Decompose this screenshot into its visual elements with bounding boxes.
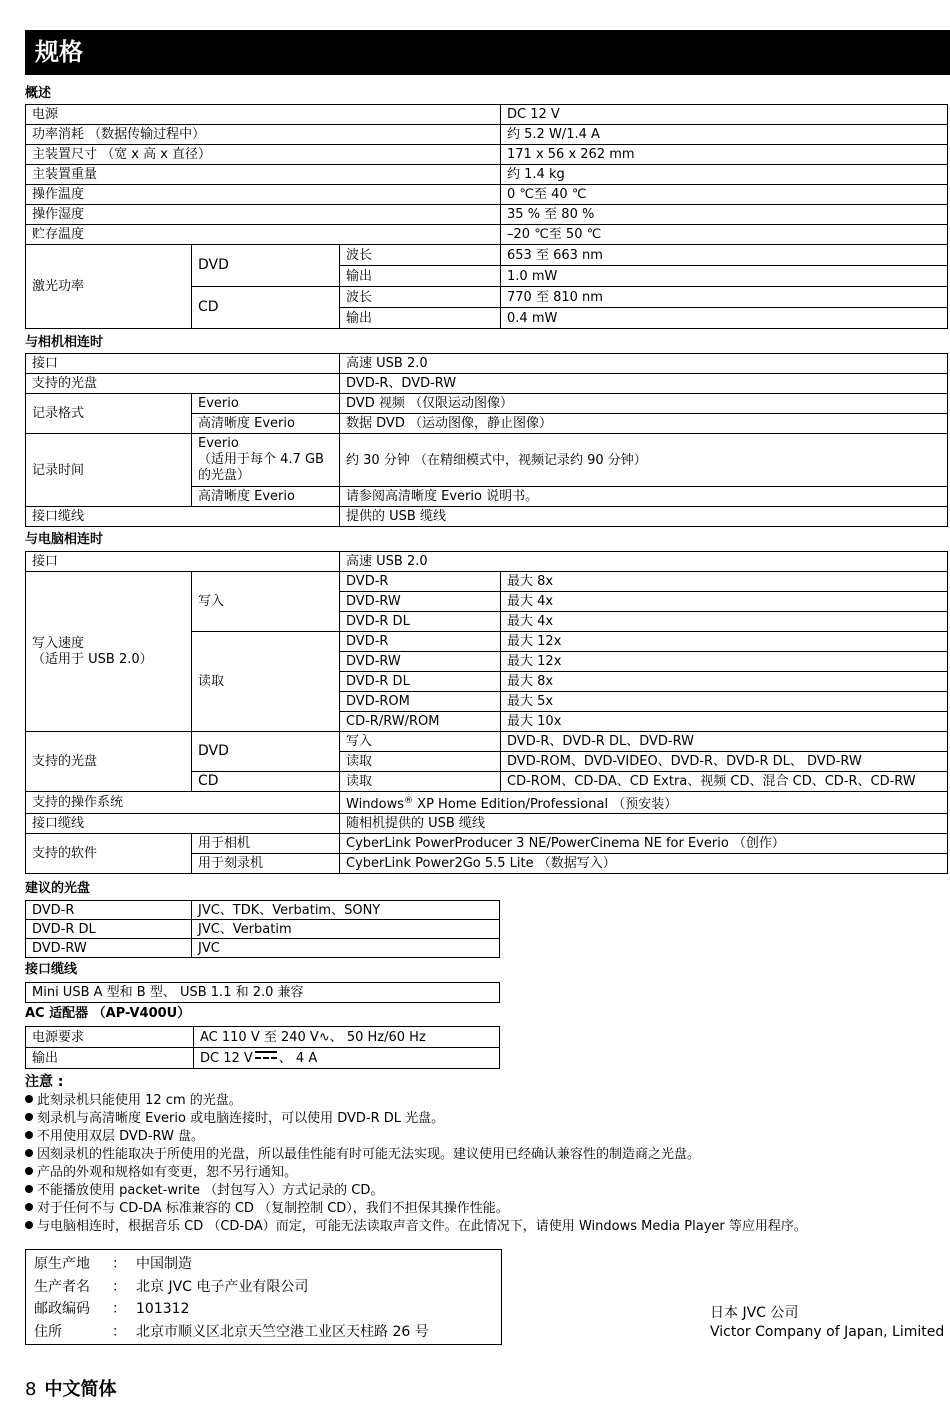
recommended-brands: JVC、Verbatim <box>192 920 500 939</box>
write-media: DVD-RW <box>340 592 501 612</box>
table-row <box>26 185 948 205</box>
cd-wavelength-label: 波长 <box>340 287 501 308</box>
postcode-label: 邮政编码 <box>34 1301 90 1317</box>
table-row <box>26 983 500 1003</box>
bullet-icon <box>25 1113 33 1121</box>
list-item <box>25 1164 945 1182</box>
table-row <box>26 507 948 527</box>
pc-dvd-label: DVD <box>192 732 340 772</box>
laser-dvd-label: DVD <box>192 245 340 287</box>
recommended-discs-table <box>25 900 500 958</box>
list-item <box>25 1200 945 1218</box>
os-value <box>340 792 948 814</box>
dvd-wavelength-value: 653 至 663 nm <box>501 245 948 266</box>
dvd-write-value: DVD-R、DVD-R DL、DVD-RW <box>501 732 948 752</box>
dvd-read-label: 读取 <box>340 752 501 772</box>
table-row <box>26 834 948 854</box>
table-row <box>26 165 948 185</box>
read-media: DVD-RW <box>340 652 501 672</box>
for-burner-value: CyberLink Power2Go 5.5 Lite （数据写入） <box>340 854 948 874</box>
note-text: 不能播放使用 packet-write （封包写入）方式记录的 CD。 <box>37 1183 384 1198</box>
section-heading-camera: 与相机相连时 <box>25 335 104 350</box>
storage-temperature-label: 贮存温度 <box>26 225 501 245</box>
read-media: DVD-R <box>340 632 501 652</box>
pc-interface-label: 接口 <box>26 552 340 572</box>
recommended-brands: JVC <box>192 939 500 958</box>
table-row <box>26 434 948 487</box>
consumption-value: 约 5.2 W/1.4 A <box>501 125 948 145</box>
note-text: 不用使用双层 DVD-RW 盘。 <box>37 1129 205 1144</box>
everio-time-value: 约 30 分钟 （在精细模式中，视频记录约 90 分钟） <box>340 434 948 487</box>
write-media: DVD-R DL <box>340 612 501 632</box>
pc-cd-label: CD <box>192 772 340 792</box>
table-row <box>26 145 948 165</box>
read-speed: 最大 10x <box>501 712 948 732</box>
write-speed: 最大 8x <box>501 572 948 592</box>
everio-format-value: DVD 视频 （仅限运动图像） <box>340 394 948 414</box>
recording-time-label: 记录时间 <box>26 434 192 507</box>
adapter-output-voltage: DC 12 V <box>200 1050 253 1066</box>
camera-table <box>25 353 948 527</box>
camera-interface-value: 高速 USB 2.0 <box>340 354 948 374</box>
for-burner-label: 用于刻录机 <box>192 854 340 874</box>
speed-label: 写入速度 （适用于 USB 2.0） <box>26 572 192 732</box>
notes <box>25 1072 945 1236</box>
table-row <box>26 920 500 939</box>
origin-value: 中国制造 <box>136 1256 192 1272</box>
pc-interface-value: 高速 USB 2.0 <box>340 552 948 572</box>
recommended-disc: DVD-RW <box>26 939 192 958</box>
read-media: DVD-R DL <box>340 672 501 692</box>
table-row <box>26 354 948 374</box>
dimensions-value: 171 x 56 x 262 mm <box>501 145 948 165</box>
dvd-read-value: DVD-ROM、DVD-VIDEO、DVD-R、DVD-R DL、 DVD-RW <box>501 752 948 772</box>
table-row <box>26 1048 500 1069</box>
list-item <box>25 1218 945 1236</box>
section-heading-adapter: AC 适配器 （AP-V400U） <box>25 1006 191 1021</box>
consumption-label: 功率消耗 （数据传输过程中） <box>26 125 501 145</box>
dvd-output-label: 输出 <box>340 266 501 287</box>
section-heading-recommended: 建议的光盘 <box>25 881 91 896</box>
origin-info-box <box>25 1249 502 1345</box>
company-name-chinese: 日本 JVC 公司 <box>710 1305 799 1321</box>
cd-output-label: 输出 <box>340 308 501 329</box>
list-item <box>25 1182 945 1200</box>
laser-cd-label: CD <box>192 287 340 329</box>
manufacturer-label: 生产者名 <box>34 1279 90 1295</box>
note-text: 对于任何不与 CD-DA 标准兼容的 CD （复制控制 CD），我们不担保其操作性能。 <box>37 1201 509 1216</box>
recommended-disc: DVD-R <box>26 901 192 920</box>
os-label: 支持的操作系统 <box>26 792 340 814</box>
table-row <box>26 1027 500 1048</box>
page-number: 8 <box>25 1379 37 1400</box>
notes-title: 注意 : <box>25 1074 64 1090</box>
cable-table <box>25 982 500 1003</box>
address-colon: ： <box>112 1324 126 1340</box>
manufacturer-value: 北京 JVC 电子产业有限公司 <box>136 1279 309 1295</box>
cable-value: Mini USB A 型和 B 型、 USB 1.1 和 2.0 兼容 <box>26 983 500 1003</box>
bullet-icon <box>25 1149 33 1157</box>
camera-discs-value: DVD-R、DVD-RW <box>340 374 948 394</box>
company-name-english: Victor Company of Japan, Limited <box>710 1324 945 1340</box>
dimensions-label: 主装置尺寸 （宽 x 高 x 直径） <box>26 145 501 165</box>
read-speed: 最大 5x <box>501 692 948 712</box>
dvd-write-label: 写入 <box>340 732 501 752</box>
operating-humidity-label: 操作湿度 <box>26 205 501 225</box>
section-heading-overview: 概述 <box>25 86 52 101</box>
list-item <box>25 1092 945 1110</box>
note-text: 因刻录机的性能取决于所使用的光盘，所以最佳性能有时可能无法实现。建议使用已经确认兼容性的制造商之光盘。 <box>37 1147 701 1162</box>
cd-read-label: 读取 <box>340 772 501 792</box>
table-row <box>26 552 948 572</box>
overview-table <box>25 104 948 329</box>
address-value: 北京市顺义区北京天竺空港工业区天柱路 26 号 <box>136 1324 429 1340</box>
everio-disc-label: Everio （适用于每个 4.7 GB 的光盘） <box>192 434 340 487</box>
read-speed: 最大 8x <box>501 672 948 692</box>
camera-interface-label: 接口 <box>26 354 340 374</box>
operating-temperature-label: 操作温度 <box>26 185 501 205</box>
table-row <box>26 814 948 834</box>
read-speed: 最大 12x <box>501 652 948 672</box>
software-label: 支持的软件 <box>26 834 192 874</box>
postcode-value: 101312 <box>136 1301 190 1317</box>
cd-wavelength-value: 770 至 810 nm <box>501 287 948 308</box>
write-speed-label: 写入 <box>192 572 340 632</box>
write-speed: 最大 4x <box>501 592 948 612</box>
note-text: 与电脑相连时，根据音乐 CD （CD-DA）而定，可能无法读取声音文件。在此情况下，请使用 Windows Media Player 等应用程序。 <box>37 1219 807 1234</box>
pc-discs-label: 支持的光盘 <box>26 732 192 792</box>
origin-label: 原生产地 <box>34 1256 90 1272</box>
recording-format-label: 记录格式 <box>26 394 192 434</box>
operating-humidity-value: 35 % 至 80 % <box>501 205 948 225</box>
write-media: DVD-R <box>340 572 501 592</box>
page-footer <box>25 1375 116 1401</box>
postcode-colon: ： <box>112 1301 126 1317</box>
read-media: CD-R/RW/ROM <box>340 712 501 732</box>
table-row <box>26 374 948 394</box>
read-speed: 最大 12x <box>501 632 948 652</box>
section-heading-pc: 与电脑相连时 <box>25 532 104 547</box>
address-label: 住所 <box>34 1324 62 1340</box>
hd-everio-time-label: 高清晰度 Everio <box>192 487 340 507</box>
recommended-disc: DVD-R DL <box>26 920 192 939</box>
table-row <box>26 205 948 225</box>
cd-output-value: 0.4 mW <box>501 308 948 329</box>
bullet-icon <box>25 1221 33 1229</box>
section-heading-cable: 接口缆线 <box>25 962 78 977</box>
list-item <box>25 1128 945 1146</box>
power-label: 电源 <box>26 105 501 125</box>
dvd-wavelength-label: 波长 <box>340 245 501 266</box>
note-text: 刻录机与高清晰度 Everio 或电脑连接时，可以使用 DVD-R DL 光盘。 <box>37 1111 445 1126</box>
bullet-icon <box>25 1167 33 1175</box>
camera-discs-label: 支持的光盘 <box>26 374 340 394</box>
adapter-input-value: AC 110 V 至 240 V∿、 50 Hz/60 Hz <box>194 1027 500 1048</box>
hd-everio-label: 高清晰度 Everio <box>192 414 340 434</box>
adapter-output-current: 、 4 A <box>278 1050 318 1066</box>
note-text: 此刻录机只能使用 12 cm 的光盘。 <box>37 1093 242 1108</box>
for-camera-label: 用于相机 <box>192 834 340 854</box>
table-row <box>26 572 948 592</box>
read-speed-label: 读取 <box>192 632 340 732</box>
operating-temperature-value: 0 ℃至 40 ℃ <box>501 185 948 205</box>
adapter-output-label: 输出 <box>26 1048 194 1069</box>
bullet-icon <box>25 1095 33 1103</box>
table-row <box>26 792 948 814</box>
hd-everio-time-value: 请参阅高清晰度 Everio 说明书。 <box>340 487 948 507</box>
recommended-brands: JVC、TDK、Verbatim、SONY <box>192 901 500 920</box>
cd-read-value: CD-ROM、CD-DA、CD Extra、视频 CD、混合 CD、CD-R、CD-RW <box>501 772 948 792</box>
weight-label: 主装置重量 <box>26 165 501 185</box>
page-title: 规格 <box>25 30 950 75</box>
adapter-table <box>25 1026 500 1069</box>
camera-cable-value: 提供的 USB 缆线 <box>340 507 948 527</box>
everio-label: Everio <box>192 394 340 414</box>
origin-colon: ： <box>112 1256 126 1272</box>
weight-value: 约 1.4 kg <box>501 165 948 185</box>
table-row <box>26 225 948 245</box>
read-media: DVD-ROM <box>340 692 501 712</box>
bullet-icon <box>25 1131 33 1139</box>
bullet-icon <box>25 1203 33 1211</box>
table-row <box>26 105 948 125</box>
list-item <box>25 1146 945 1164</box>
for-camera-value: CyberLink PowerProducer 3 NE/PowerCinema NE for Everio （创作） <box>340 834 948 854</box>
table-row <box>26 394 948 414</box>
table-row <box>26 245 948 266</box>
storage-temperature-value: –20 ℃至 50 ℃ <box>501 225 948 245</box>
hd-everio-format-value: 数据 DVD （运动图像，静止图像） <box>340 414 948 434</box>
bullet-icon <box>25 1185 33 1193</box>
adapter-input-label: 电源要求 <box>26 1027 194 1048</box>
power-value: DC 12 V <box>501 105 948 125</box>
language-label: 中文简体 <box>44 1379 117 1400</box>
write-speed: 最大 4x <box>501 612 948 632</box>
camera-cable-label: 接口缆线 <box>26 507 340 527</box>
pc-cable-label: 接口缆线 <box>26 814 340 834</box>
dc-symbol-icon <box>255 1051 277 1061</box>
table-row <box>26 732 948 752</box>
adapter-output-value <box>194 1048 500 1069</box>
os-name: Windows <box>346 796 405 812</box>
table-row <box>26 125 948 145</box>
list-item <box>25 1110 945 1128</box>
os-edition: XP Home Edition/Professional （预安装） <box>413 796 678 812</box>
registered-mark: ® <box>404 795 414 806</box>
dvd-output-value: 1.0 mW <box>501 266 948 287</box>
laser-power-label: 激光功率 <box>26 245 192 329</box>
pc-table <box>25 551 948 874</box>
manufacturer-colon: ： <box>112 1279 126 1295</box>
table-row <box>26 939 500 958</box>
pc-cable-value: 随相机提供的 USB 缆线 <box>340 814 948 834</box>
note-text: 产品的外观和规格如有变更，恕不另行通知。 <box>37 1165 298 1180</box>
table-row <box>26 901 500 920</box>
